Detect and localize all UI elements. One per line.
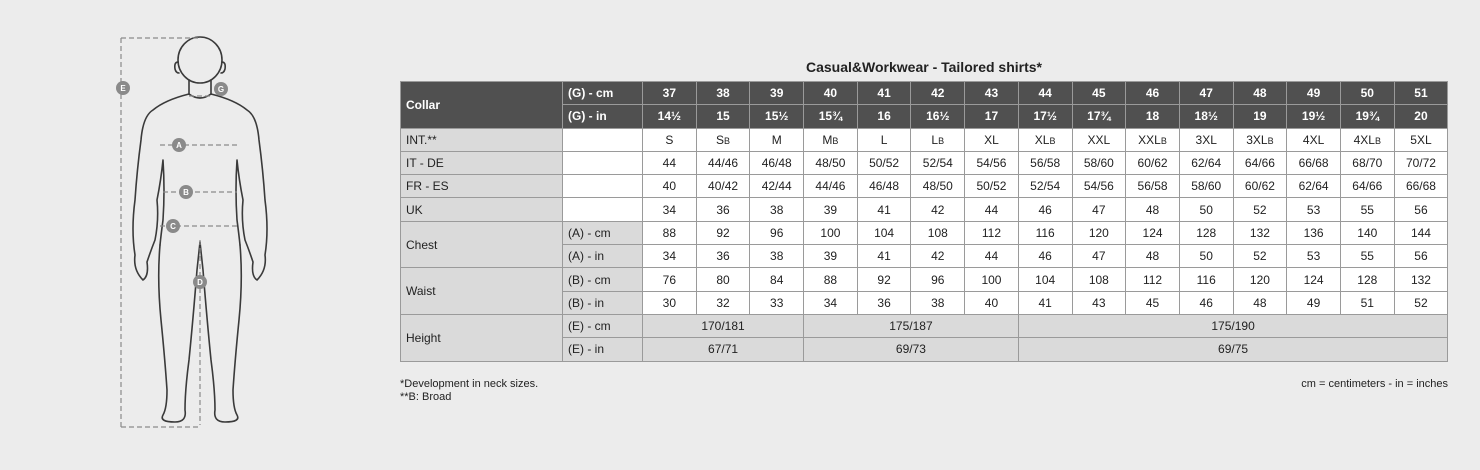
waist-in-cell: 48 <box>1233 291 1287 314</box>
collar-in-cell: 14½ <box>643 105 697 128</box>
int-size: L <box>880 132 888 147</box>
marker-a <box>172 138 186 152</box>
uk-cell: 48 <box>1126 198 1180 221</box>
chest-cm-cell: 96 <box>750 221 804 244</box>
int-cell <box>1126 128 1180 151</box>
collar-in-cell: 18 <box>1126 105 1180 128</box>
it-de-unit-empty <box>563 151 643 174</box>
int-broad-suffix: B <box>1049 135 1056 146</box>
collar-in-cell: 19¾ <box>1340 105 1394 128</box>
int-broad-suffix: B <box>1267 135 1274 146</box>
height-in-cell: 69/75 <box>1018 338 1448 361</box>
fr-es-cell: 64/66 <box>1340 175 1394 198</box>
uk-cell: 44 <box>965 198 1019 221</box>
uk-cell: 52 <box>1233 198 1287 221</box>
fr-es-cell: 48/50 <box>911 175 965 198</box>
it-de-cell: 44 <box>643 151 697 174</box>
int-cell <box>1018 128 1072 151</box>
chest-cm-cell: 108 <box>911 221 965 244</box>
uk-cell: 34 <box>643 198 697 221</box>
footnotes-left <box>400 378 538 404</box>
int-size: M <box>822 132 833 147</box>
fr-es-cell: 56/58 <box>1126 175 1180 198</box>
int-size: 4XL <box>1353 132 1375 147</box>
int-cell <box>1340 128 1394 151</box>
waist-label: Waist <box>401 268 563 315</box>
int-cell <box>1287 128 1341 151</box>
it-de-cell: 62/64 <box>1179 151 1233 174</box>
collar-in-cell: 19 <box>1233 105 1287 128</box>
chest-label: Chest <box>401 221 563 268</box>
collar-in-unit: (G) - in <box>563 105 643 128</box>
fr-es-cell: 50/52 <box>965 175 1019 198</box>
collar-in-cell: 17 <box>965 105 1019 128</box>
chest-in-cell: 36 <box>696 245 750 268</box>
int-cell <box>643 128 697 151</box>
uk-cell: 47 <box>1072 198 1126 221</box>
uk-row <box>401 198 1448 221</box>
int-unit-empty <box>563 128 643 151</box>
int-size: M <box>771 132 782 147</box>
waist-in-cell: 32 <box>696 291 750 314</box>
svg-text:G: G <box>217 85 225 94</box>
uk-cell: 41 <box>857 198 911 221</box>
int-cell <box>1072 128 1126 151</box>
waist-cm-cell: 96 <box>911 268 965 291</box>
it-de-cell: 60/62 <box>1126 151 1180 174</box>
collar-cm-cell: 37 <box>643 82 697 105</box>
height-cm-cell: 175/190 <box>1018 314 1448 337</box>
collar-in-cell: 19½ <box>1287 105 1341 128</box>
collar-cm-cell: 41 <box>857 82 911 105</box>
height-cm-cell: 170/181 <box>643 314 804 337</box>
fr-es-cell: 42/44 <box>750 175 804 198</box>
marker-d <box>193 275 207 289</box>
waist-in-cell: 38 <box>911 291 965 314</box>
chest-cm-cell: 120 <box>1072 221 1126 244</box>
chest-cm-unit: (A) - cm <box>563 221 643 244</box>
marker-e <box>116 81 130 95</box>
int-size: 3XL <box>1246 132 1268 147</box>
svg-text:B: B <box>183 188 189 197</box>
int-row <box>401 128 1448 151</box>
chest-in-unit: (A) - in <box>563 245 643 268</box>
waist-cm-cell: 112 <box>1126 268 1180 291</box>
fr-es-cell: 54/56 <box>1072 175 1126 198</box>
collar-cm-cell: 43 <box>965 82 1019 105</box>
collar-cm-cell: 46 <box>1126 82 1180 105</box>
int-broad-suffix: B <box>1160 135 1167 146</box>
waist-cm-cell: 120 <box>1233 268 1287 291</box>
waist-in-cell: 40 <box>965 291 1019 314</box>
chest-in-cell: 52 <box>1233 245 1287 268</box>
collar-cm-row <box>401 82 1448 105</box>
waist-in-cell: 34 <box>804 291 858 314</box>
chest-in-cell: 47 <box>1072 245 1126 268</box>
fr-es-cell: 40 <box>643 175 697 198</box>
chest-cm-cell: 144 <box>1394 221 1448 244</box>
chest-cm-cell: 104 <box>857 221 911 244</box>
collar-cm-cell: 45 <box>1072 82 1126 105</box>
human-figure-illustration <box>105 30 275 440</box>
collar-cm-cell: 51 <box>1394 82 1448 105</box>
int-cell <box>911 128 965 151</box>
chest-in-cell: 34 <box>643 245 697 268</box>
height-in-cell: 67/71 <box>643 338 804 361</box>
collar-cm-cell: 50 <box>1340 82 1394 105</box>
collar-cm-cell: 44 <box>1018 82 1072 105</box>
chest-in-cell: 38 <box>750 245 804 268</box>
waist-cm-cell: 116 <box>1179 268 1233 291</box>
waist-in-cell: 51 <box>1340 291 1394 314</box>
int-cell <box>804 128 858 151</box>
collar-in-cell: 15½ <box>750 105 804 128</box>
chest-cm-cell: 88 <box>643 221 697 244</box>
int-cell <box>750 128 804 151</box>
it-de-cell: 48/50 <box>804 151 858 174</box>
footnote-units: cm = centimeters - in = inches <box>1301 378 1448 390</box>
int-cell <box>1394 128 1448 151</box>
int-size: S <box>665 132 674 147</box>
waist-cm-cell: 92 <box>857 268 911 291</box>
fr-es-cell: 44/46 <box>804 175 858 198</box>
int-size: XXL <box>1138 132 1161 147</box>
chest-cm-cell: 112 <box>965 221 1019 244</box>
it-de-row <box>401 151 1448 174</box>
chest-cm-cell: 116 <box>1018 221 1072 244</box>
int-size: XL <box>1034 132 1050 147</box>
svg-text:D: D <box>197 278 203 287</box>
chest-cm-cell: 136 <box>1287 221 1341 244</box>
svg-text:E: E <box>120 84 126 93</box>
uk-cell: 39 <box>804 198 858 221</box>
it-de-cell: 46/48 <box>750 151 804 174</box>
int-label: INT.** <box>401 128 563 151</box>
it-de-cell: 68/70 <box>1340 151 1394 174</box>
it-de-cell: 52/54 <box>911 151 965 174</box>
uk-cell: 55 <box>1340 198 1394 221</box>
it-de-cell: 44/46 <box>696 151 750 174</box>
uk-unit-empty <box>563 198 643 221</box>
int-broad-suffix: B <box>832 135 839 146</box>
waist-cm-cell: 80 <box>696 268 750 291</box>
collar-in-cell: 17½ <box>1018 105 1072 128</box>
chest-cm-cell: 132 <box>1233 221 1287 244</box>
height-cm-cell: 175/187 <box>804 314 1019 337</box>
int-cell <box>857 128 911 151</box>
chest-cm-cell: 100 <box>804 221 858 244</box>
int-size: XL <box>984 132 999 147</box>
height-cm-row <box>401 314 1448 337</box>
waist-in-cell: 46 <box>1179 291 1233 314</box>
waist-cm-cell: 88 <box>804 268 858 291</box>
chest-in-cell: 41 <box>857 245 911 268</box>
chest-cm-cell: 128 <box>1179 221 1233 244</box>
int-cell <box>696 128 750 151</box>
footnote-broad: **B: Broad <box>400 391 452 403</box>
collar-cm-cell: 49 <box>1287 82 1341 105</box>
chest-cm-cell: 124 <box>1126 221 1180 244</box>
int-cell <box>1233 128 1287 151</box>
int-broad-suffix: B <box>724 135 731 146</box>
waist-cm-cell: 132 <box>1394 268 1448 291</box>
chest-in-cell: 55 <box>1340 245 1394 268</box>
collar-cm-cell: 39 <box>750 82 804 105</box>
chest-in-cell: 39 <box>804 245 858 268</box>
waist-cm-unit: (B) - cm <box>563 268 643 291</box>
uk-cell: 38 <box>750 198 804 221</box>
collar-cm-cell: 48 <box>1233 82 1287 105</box>
int-size: L <box>931 132 939 147</box>
it-de-label: IT - DE <box>401 151 563 174</box>
int-cell <box>1179 128 1233 151</box>
chest-in-cell: 56 <box>1394 245 1448 268</box>
int-broad-suffix: B <box>1374 135 1381 146</box>
int-size: 4XL <box>1302 132 1325 147</box>
height-cm-unit: (E) - cm <box>563 314 643 337</box>
footnote-development: *Development in neck sizes. <box>400 378 539 390</box>
fr-es-cell: 40/42 <box>696 175 750 198</box>
collar-label: Collar <box>401 82 563 129</box>
fr-es-cell: 66/68 <box>1394 175 1448 198</box>
fr-es-cell: 60/62 <box>1233 175 1287 198</box>
svg-text:C: C <box>170 222 176 231</box>
chart-title: Casual&Workwear - Tailored shirts* <box>806 59 1042 75</box>
uk-cell: 53 <box>1287 198 1341 221</box>
waist-cm-cell: 108 <box>1072 268 1126 291</box>
int-size: S <box>716 132 725 147</box>
it-de-cell: 56/58 <box>1018 151 1072 174</box>
height-in-cell: 69/73 <box>804 338 1019 361</box>
waist-in-cell: 45 <box>1126 291 1180 314</box>
collar-in-cell: 15¾ <box>804 105 858 128</box>
waist-in-cell: 36 <box>857 291 911 314</box>
marker-c <box>166 219 180 233</box>
collar-cm-cell: 42 <box>911 82 965 105</box>
collar-cm-unit: (G) - cm <box>563 82 643 105</box>
collar-in-cell: 18½ <box>1179 105 1233 128</box>
fr-es-cell: 52/54 <box>1018 175 1072 198</box>
int-size: 5XL <box>1410 132 1432 147</box>
uk-cell: 42 <box>911 198 965 221</box>
body-measurement-figure <box>105 30 275 440</box>
chest-cm-cell: 140 <box>1340 221 1394 244</box>
int-size: XXL <box>1087 132 1111 147</box>
waist-in-cell: 30 <box>643 291 697 314</box>
collar-in-cell: 20 <box>1394 105 1448 128</box>
fr-es-unit-empty <box>563 175 643 198</box>
collar-in-cell: 17¾ <box>1072 105 1126 128</box>
waist-cm-row <box>401 268 1448 291</box>
uk-cell: 56 <box>1394 198 1448 221</box>
chest-in-cell: 42 <box>911 245 965 268</box>
it-de-cell: 66/68 <box>1287 151 1341 174</box>
it-de-cell: 54/56 <box>965 151 1019 174</box>
chest-cm-row <box>401 221 1448 244</box>
svg-text:A: A <box>176 141 182 150</box>
fr-es-row <box>401 175 1448 198</box>
fr-es-cell: 62/64 <box>1287 175 1341 198</box>
waist-in-cell: 49 <box>1287 291 1341 314</box>
collar-in-cell: 16½ <box>911 105 965 128</box>
waist-in-cell: 52 <box>1394 291 1448 314</box>
waist-cm-cell: 76 <box>643 268 697 291</box>
waist-in-cell: 41 <box>1018 291 1072 314</box>
waist-in-cell: 43 <box>1072 291 1126 314</box>
collar-in-cell: 16 <box>857 105 911 128</box>
chest-in-cell: 46 <box>1018 245 1072 268</box>
uk-cell: 46 <box>1018 198 1072 221</box>
collar-cm-cell: 40 <box>804 82 858 105</box>
waist-in-cell: 33 <box>750 291 804 314</box>
int-broad-suffix: B <box>938 135 945 146</box>
chest-in-cell: 50 <box>1179 245 1233 268</box>
chest-cm-cell: 92 <box>696 221 750 244</box>
it-de-cell: 70/72 <box>1394 151 1448 174</box>
height-in-unit: (E) - in <box>563 338 643 361</box>
it-de-cell: 64/66 <box>1233 151 1287 174</box>
collar-cm-cell: 47 <box>1179 82 1233 105</box>
size-chart-table <box>400 81 1448 362</box>
chest-in-cell: 48 <box>1126 245 1180 268</box>
waist-cm-cell: 84 <box>750 268 804 291</box>
marker-g <box>214 82 228 96</box>
waist-cm-cell: 104 <box>1018 268 1072 291</box>
int-size: 3XL <box>1195 132 1217 147</box>
waist-cm-cell: 100 <box>965 268 1019 291</box>
uk-label: UK <box>401 198 563 221</box>
it-de-cell: 50/52 <box>857 151 911 174</box>
chest-in-cell: 53 <box>1287 245 1341 268</box>
int-cell <box>965 128 1019 151</box>
fr-es-cell: 46/48 <box>857 175 911 198</box>
it-de-cell: 58/60 <box>1072 151 1126 174</box>
chest-in-cell: 44 <box>965 245 1019 268</box>
waist-cm-cell: 124 <box>1287 268 1341 291</box>
uk-cell: 36 <box>696 198 750 221</box>
fr-es-label: FR - ES <box>401 175 563 198</box>
collar-in-cell: 15 <box>696 105 750 128</box>
waist-in-unit: (B) - in <box>563 291 643 314</box>
uk-cell: 50 <box>1179 198 1233 221</box>
fr-es-cell: 58/60 <box>1179 175 1233 198</box>
marker-b <box>179 185 193 199</box>
collar-cm-cell: 38 <box>696 82 750 105</box>
height-label: Height <box>401 314 563 361</box>
waist-cm-cell: 128 <box>1340 268 1394 291</box>
